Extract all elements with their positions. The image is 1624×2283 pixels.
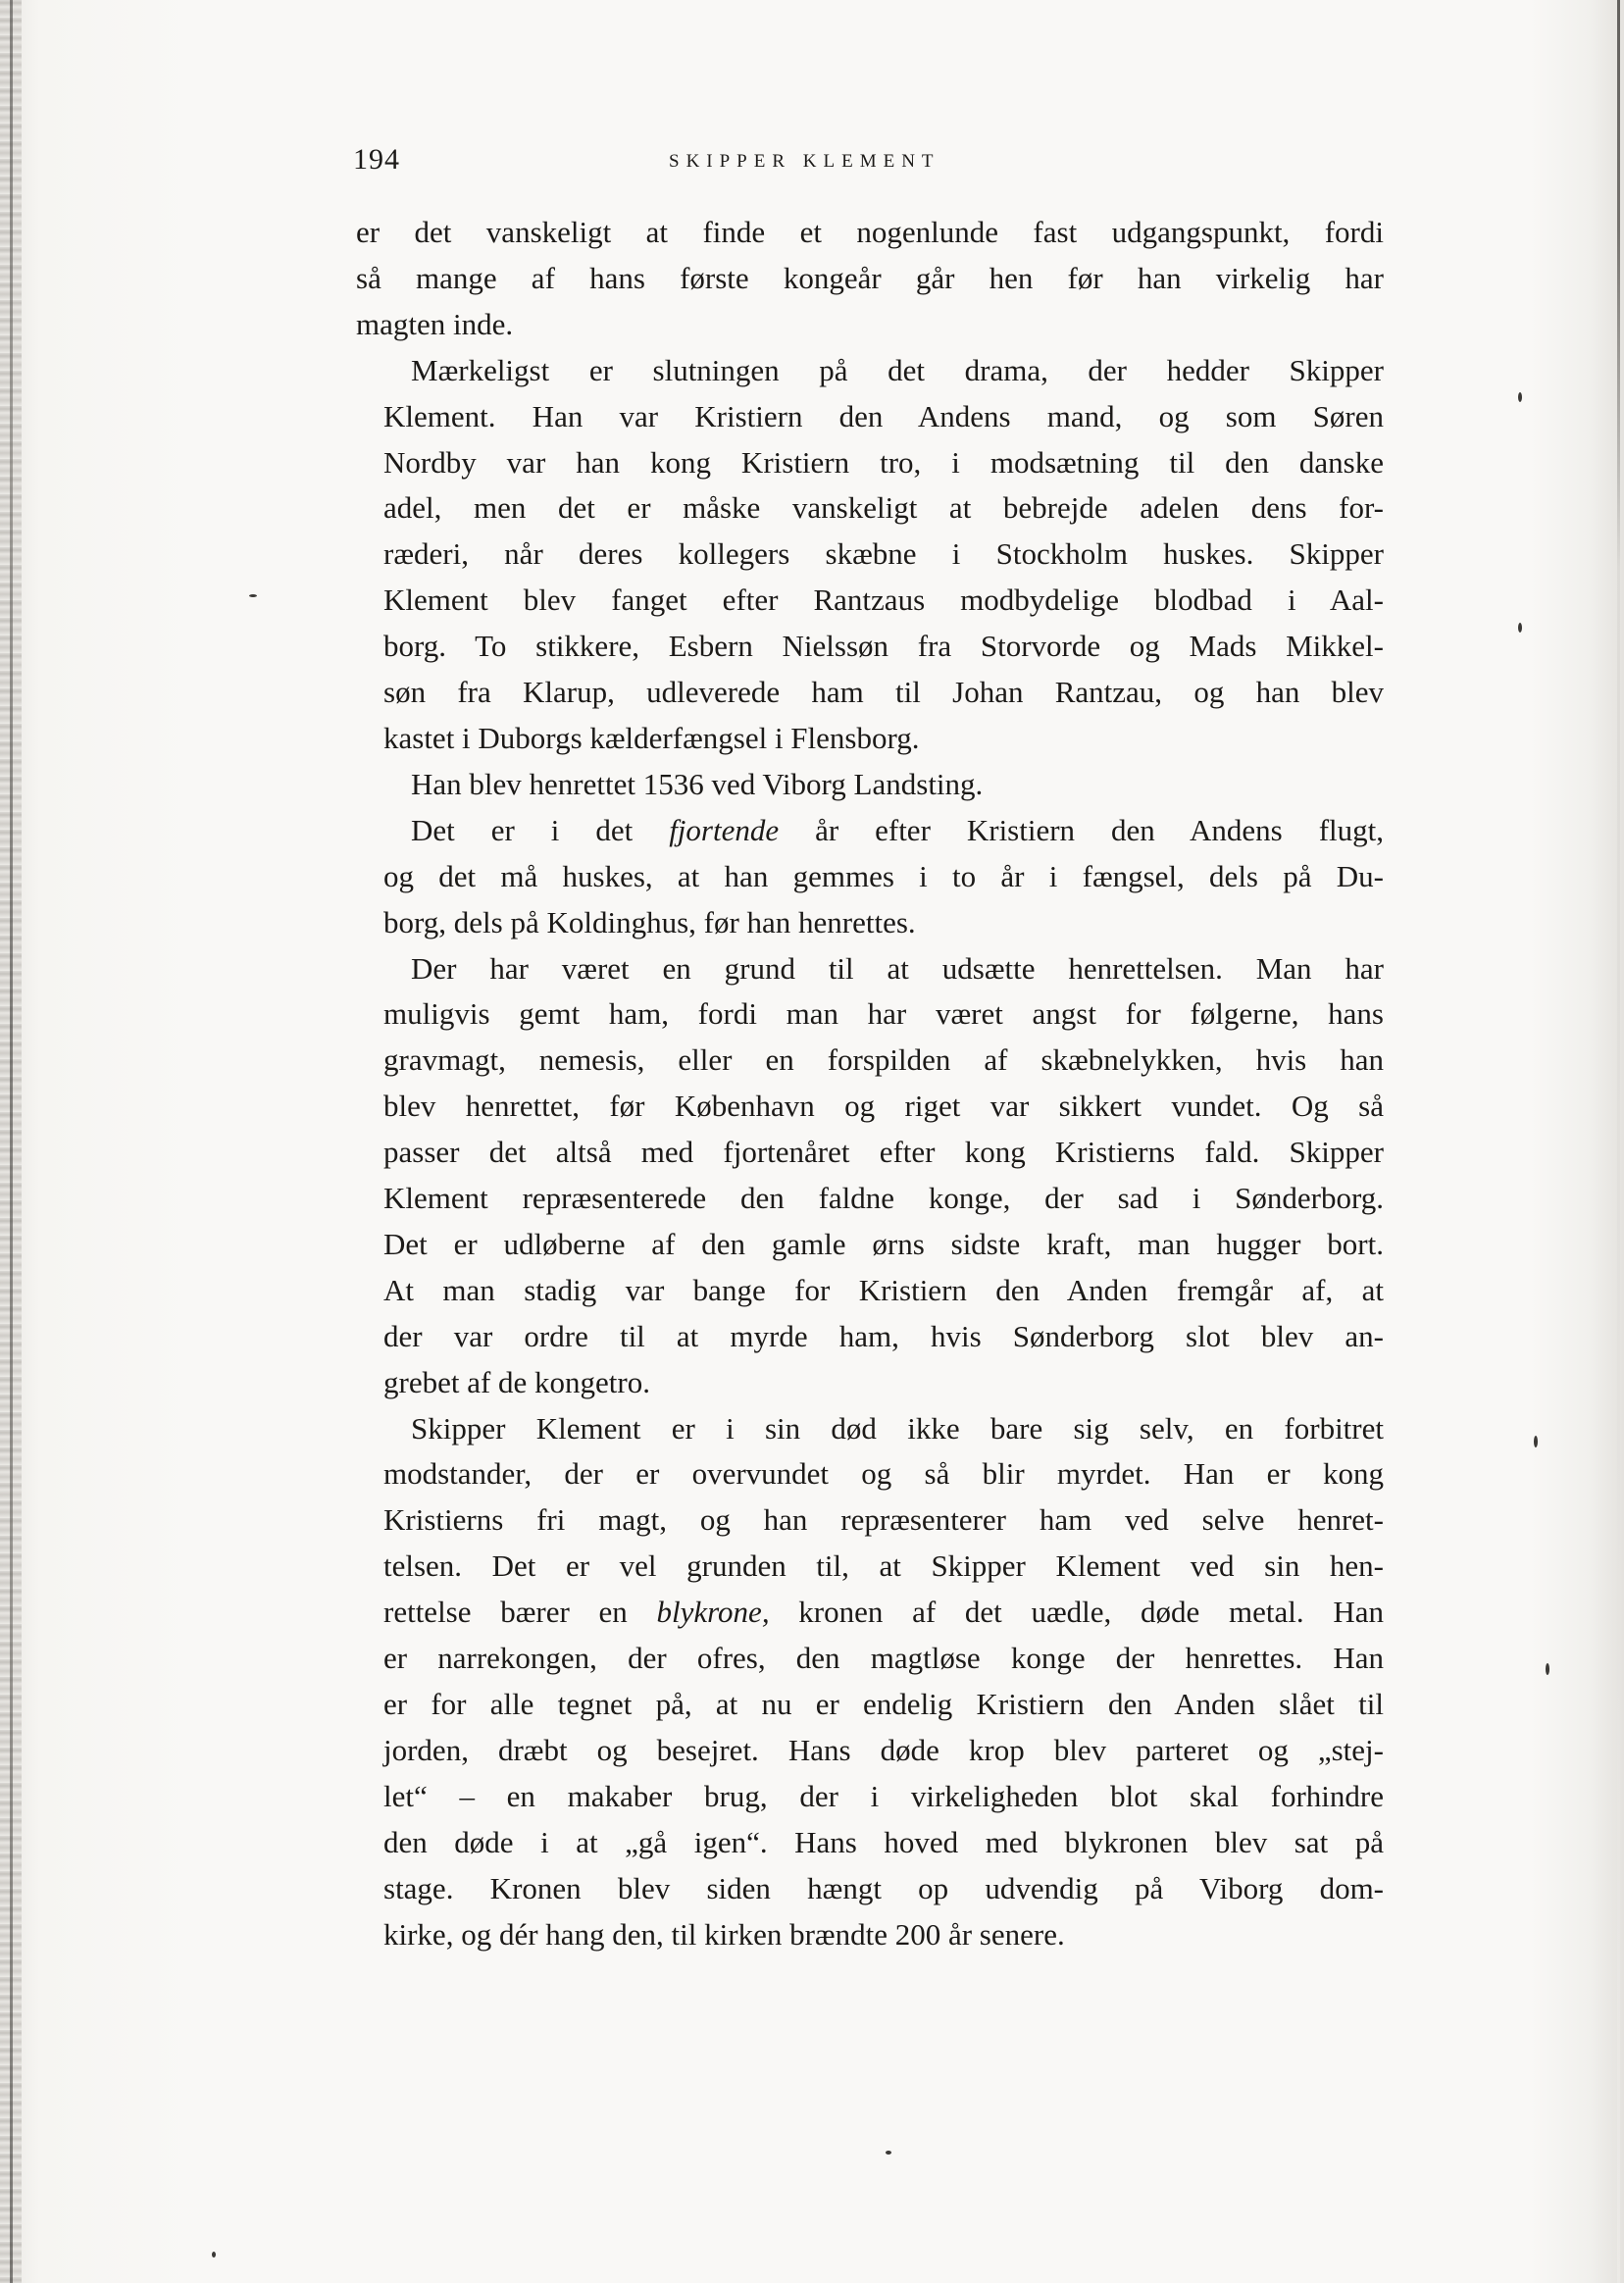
text-line: søn fra Klarup, udleverede ham til Johan Rantzau, og han blev xyxy=(383,675,1384,710)
text-line: der var ordre til at myrde ham, hvis Sønderborg slot blev an- xyxy=(383,1318,1384,1353)
ink-speck xyxy=(1534,1436,1538,1447)
paragraph-5 xyxy=(356,946,1384,1406)
text-line: passer det altså med fjortenåret efter kong Kristierns fald. Skipper xyxy=(383,1135,1384,1170)
text-line: telsen. Det er vel grunden til, at Skipper Klement ved sin hen- xyxy=(383,1548,1384,1584)
binding-shadow xyxy=(10,0,13,2283)
text-run: kronen af det uædle, døde metal. Han xyxy=(769,1595,1384,1630)
text-line: grebet af de kongetro. xyxy=(383,1364,650,1399)
text-line: Mærkeligst er slutningen på det drama, der hedder Skipper xyxy=(411,352,1384,387)
text-run: rettelse bærer en xyxy=(383,1595,657,1630)
ink-speck xyxy=(212,2252,216,2258)
text-line xyxy=(356,1590,1384,1636)
paragraph-1 xyxy=(356,210,1384,348)
text-line: er for alle tegnet på, at nu er endelig Kristiern den Anden slået til xyxy=(383,1687,1384,1721)
text-line: Nordby var han kong Kristiern tro, i modsætning til den danske xyxy=(383,444,1384,480)
ink-speck xyxy=(1546,1663,1549,1675)
ink-speck xyxy=(249,594,257,597)
text-line: magten inde. xyxy=(356,306,514,341)
text-line: gravmagt, nemesis, eller en forspilden af skæbnelykken, hvis han xyxy=(383,1042,1384,1078)
text-line: adel, men det er måske vanskeligt at bebrejde adelen dens for- xyxy=(383,490,1384,526)
text-line: er narrekongen, der ofres, den magtløse konge der henrettes. Han xyxy=(383,1641,1384,1676)
text-line: modstander, der er overvundet og så blir myrdet. Han er kong xyxy=(383,1456,1384,1492)
text-line: Der har været en grund til at udsætte henrettelsen. Man har xyxy=(411,950,1384,986)
text-line: Det er udløberne af den gamle ørns sidste kraft, man hugger bort. xyxy=(383,1226,1384,1261)
paragraph-2 xyxy=(356,348,1384,762)
paragraph-4 xyxy=(356,808,1384,946)
italic-run: blykrone, xyxy=(656,1595,770,1630)
text-run: Det er i det xyxy=(411,812,670,847)
paragraph-6 xyxy=(356,1406,1384,1958)
text-line: Klement repræsenterede den faldne konge, der sad i Sønderborg. xyxy=(383,1181,1384,1216)
text-line: Kristierns fri magt, og han repræsenterer ham ved selve henret- xyxy=(383,1502,1384,1538)
body-text xyxy=(356,210,1384,1957)
italic-run: fjortende xyxy=(669,812,780,847)
page-number: 194 xyxy=(353,143,400,176)
page-edge xyxy=(1617,0,1620,2283)
ink-speck xyxy=(1518,392,1522,402)
text-line: At man stadig var bange for Kristiern den Anden fremgår af, at xyxy=(383,1272,1384,1307)
text-line: borg, dels på Koldinghus, før han henrettes. xyxy=(383,904,916,939)
text-line: Klement blev fanget efter Rantzaus modbydelige blodbad i Aal- xyxy=(383,583,1384,618)
text-run: år efter Kristiern den Andens flugt, xyxy=(779,812,1384,847)
text-line: let“ – en makaber brug, der i virkeligheden blot skal forhindre xyxy=(383,1778,1384,1813)
text-line: blev henrettet, før København og riget var sikkert vundet. Og så xyxy=(383,1089,1384,1124)
ink-speck xyxy=(1518,623,1522,633)
text-line: er det vanskeligt at finde et nogenlunde fast udgangspunkt, fordi xyxy=(356,215,1384,249)
text-line: ræderi, når deres kollegers skæbne i Stockholm huskes. Skipper xyxy=(383,536,1384,572)
text-line: den døde i at „gå igen“. Hans hoved med blykronen blev sat på xyxy=(383,1824,1384,1859)
text-line: muligvis gemt ham, fordi man har været angst for følgerne, hans xyxy=(383,996,1384,1032)
text-line: jorden, dræbt og besejret. Hans døde krop blev parteret og „stej- xyxy=(383,1732,1384,1767)
text-line: Skipper Klement er i sin død ikke bare sig selv, en forbitret xyxy=(411,1410,1384,1446)
ink-speck xyxy=(886,2151,891,2155)
paragraph-3 xyxy=(356,762,1384,808)
text-line: Han blev henrettet 1536 ved Viborg Landsting. xyxy=(411,766,984,801)
text-line: kastet i Duborgs kælderfængsel i Flensborg. xyxy=(383,720,920,755)
text-line: og det må huskes, at han gemmes i to år i fængsel, dels på Du- xyxy=(383,858,1384,893)
text-line: borg. To stikkere, Esbern Nielssøn fra Storvorde og Mads Mikkel- xyxy=(383,629,1384,664)
text-line: så mange af hans første kongeår går hen før han virkelig har xyxy=(356,260,1384,295)
text-line xyxy=(356,808,1384,854)
text-line: Klement. Han var Kristiern den Andens mand, og som Søren xyxy=(383,398,1384,433)
text-line: stage. Kronen blev siden hængt op udvendig på Viborg dom- xyxy=(383,1870,1384,1905)
running-head: SKIPPER KLEMENT xyxy=(669,151,940,172)
text-line: kirke, og dér hang den, til kirken brændte 200 år senere. xyxy=(383,1916,1065,1952)
page-header xyxy=(353,143,1393,182)
